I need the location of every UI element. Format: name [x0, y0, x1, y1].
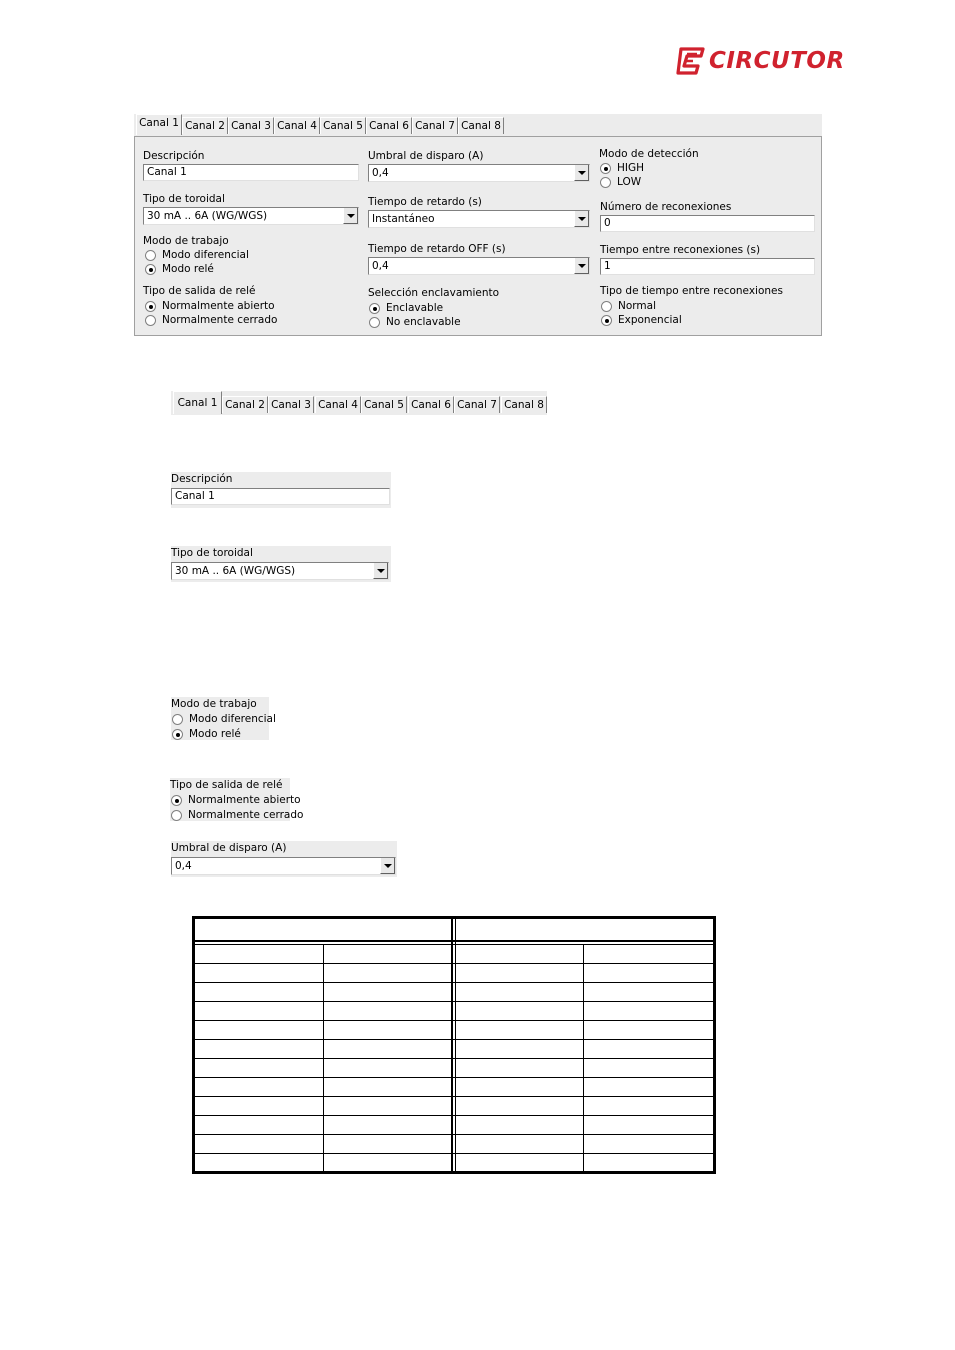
- umbral-snippet: [171, 841, 397, 877]
- dropdown-button[interactable]: [373, 563, 388, 579]
- table-row-line: [195, 1058, 713, 1059]
- tab-canal-6[interactable]: Canal 6: [366, 117, 412, 134]
- tab-canal-4[interactable]: Canal 4: [315, 396, 361, 413]
- radio-high[interactable]: HIGH: [600, 162, 644, 174]
- modo-trabajo-label: Modo de trabajo: [143, 235, 229, 247]
- tab-bar-snippet: [171, 391, 547, 415]
- umbral-select[interactable]: [368, 164, 590, 182]
- radio-icon: [145, 315, 156, 326]
- tipo-salida-label: Tipo de salida de relé: [170, 779, 283, 791]
- radio-normalmente-abierto[interactable]: Normalmente abierto: [145, 300, 275, 312]
- chevron-down-icon: [377, 569, 385, 573]
- descripcion-label: Descripción: [143, 150, 205, 162]
- tipo-toroidal-select[interactable]: [171, 562, 389, 580]
- descripcion-input[interactable]: Canal 1: [171, 488, 390, 505]
- channel-settings-panel: [134, 136, 822, 336]
- radio-icon: [145, 250, 156, 261]
- radio-normalmente-cerrado[interactable]: Normalmente cerrado: [171, 809, 303, 821]
- radio-checked-icon: [145, 301, 156, 312]
- logo-wordmark: CIRCUTOR: [709, 48, 845, 74]
- tab-canal-3[interactable]: Canal 3: [268, 396, 314, 413]
- table-row-line: [195, 1134, 713, 1135]
- tab-canal-6[interactable]: Canal 6: [408, 396, 454, 413]
- radio-modo-rele[interactable]: Modo relé: [172, 728, 241, 740]
- modo-deteccion-label: Modo de detección: [599, 148, 699, 160]
- radio-modo-rele[interactable]: Modo relé: [145, 263, 214, 275]
- tab-canal-3[interactable]: Canal 3: [228, 117, 274, 134]
- radio-normal[interactable]: Normal: [601, 300, 656, 312]
- dropdown-button[interactable]: [380, 858, 395, 874]
- radio-icon: [369, 317, 380, 328]
- umbral-label: Umbral de disparo (A): [171, 842, 287, 854]
- dropdown-button[interactable]: [574, 258, 589, 274]
- dropdown-button[interactable]: [343, 208, 358, 224]
- table-header-rule: [195, 944, 713, 945]
- umbral-value: 0,4: [175, 860, 192, 872]
- table-row-line: [195, 1096, 713, 1097]
- table-row-line: [195, 1020, 713, 1021]
- tipo-toroidal-value: 30 mA .. 6A (WG/WGS): [147, 210, 268, 222]
- umbral-label: Umbral de disparo (A): [368, 150, 484, 162]
- radio-enclavable[interactable]: Enclavable: [369, 302, 443, 314]
- tab-canal-5[interactable]: Canal 5: [320, 117, 366, 134]
- chevron-down-icon: [347, 214, 355, 218]
- table-row-line: [195, 1039, 713, 1040]
- retardo-off-select[interactable]: [368, 257, 590, 275]
- radio-icon: [171, 810, 182, 821]
- radio-no-enclavable[interactable]: No enclavable: [369, 316, 461, 328]
- radio-modo-diferencial[interactable]: Modo diferencial: [145, 249, 249, 261]
- tipo-toroidal-select[interactable]: [143, 207, 359, 225]
- umbral-value: 0,4: [372, 167, 389, 179]
- table-row-line: [195, 1001, 713, 1002]
- table-row-line: [195, 1077, 713, 1078]
- tipo-tiempo-label: Tipo de tiempo entre reconexiones: [600, 285, 783, 297]
- radio-icon: [600, 177, 611, 188]
- table-row-line: [195, 982, 713, 983]
- radio-modo-diferencial[interactable]: Modo diferencial: [172, 713, 276, 725]
- chevron-down-icon: [578, 217, 586, 221]
- circutor-logo-icon: [675, 45, 707, 77]
- tab-canal-7[interactable]: Canal 7: [412, 117, 458, 134]
- tipo-salida-label: Tipo de salida de relé: [143, 285, 256, 297]
- tab-canal-7[interactable]: Canal 7: [454, 396, 500, 413]
- modo-trabajo-label: Modo de trabajo: [171, 698, 257, 710]
- num-reconexiones-input[interactable]: 0: [600, 215, 815, 232]
- tab-canal-4[interactable]: Canal 4: [274, 117, 320, 134]
- tiempo-reconexiones-label: Tiempo entre reconexiones (s): [600, 244, 761, 256]
- modo-trabajo-snippet: [171, 697, 276, 740]
- radio-checked-icon: [172, 729, 183, 740]
- tab-canal-1[interactable]: Canal 1: [173, 391, 222, 414]
- umbral-select[interactable]: [171, 857, 396, 875]
- descripcion-label: Descripción: [171, 473, 233, 485]
- tiempo-reconexiones-input[interactable]: 1: [600, 258, 815, 275]
- dropdown-button[interactable]: [574, 165, 589, 181]
- table-row-line: [195, 1153, 713, 1154]
- chevron-down-icon: [578, 264, 586, 268]
- radio-checked-icon: [601, 315, 612, 326]
- empty-table: [192, 916, 716, 1174]
- dropdown-button[interactable]: [574, 211, 589, 227]
- table-row-line: [195, 963, 713, 964]
- tab-canal-1[interactable]: Canal 1: [136, 114, 182, 135]
- retardo-value: Instantáneo: [372, 213, 435, 225]
- retardo-select[interactable]: [368, 210, 590, 228]
- tab-canal-2[interactable]: Canal 2: [182, 117, 228, 134]
- radio-checked-icon: [369, 303, 380, 314]
- tipo-salida-snippet: [170, 778, 304, 821]
- tab-canal-5[interactable]: Canal 5: [361, 396, 407, 413]
- num-reconexiones-label: Número de reconexiones: [600, 201, 732, 213]
- radio-icon: [601, 301, 612, 312]
- tab-canal-8[interactable]: Canal 8: [501, 396, 547, 413]
- tipo-toroidal-snippet: [171, 546, 391, 582]
- table-row-line: [195, 1115, 713, 1116]
- radio-exponencial[interactable]: Exponencial: [601, 314, 682, 326]
- descripcion-snippet: [171, 472, 391, 508]
- radio-checked-icon: [600, 163, 611, 174]
- radio-normalmente-cerrado[interactable]: Normalmente cerrado: [145, 314, 277, 326]
- tipo-toroidal-label: Tipo de toroidal: [143, 193, 225, 205]
- descripcion-input[interactable]: Canal 1: [143, 164, 359, 181]
- radio-checked-icon: [145, 264, 156, 275]
- tab-canal-8[interactable]: Canal 8: [458, 117, 504, 134]
- retardo-label: Tiempo de retardo (s): [368, 196, 482, 208]
- circutor-logo: [675, 45, 845, 79]
- tab-bar-top: [134, 114, 822, 136]
- chevron-down-icon: [578, 171, 586, 175]
- radio-icon: [172, 714, 183, 725]
- retardo-off-label: Tiempo de retardo OFF (s): [368, 243, 506, 255]
- chevron-down-icon: [384, 864, 392, 868]
- enclavamiento-label: Selección enclavamiento: [368, 287, 500, 299]
- tipo-toroidal-value: 30 mA .. 6A (WG/WGS): [175, 565, 296, 577]
- radio-low[interactable]: LOW: [600, 176, 641, 188]
- table-header-rule: [195, 940, 713, 942]
- tipo-toroidal-label: Tipo de toroidal: [171, 547, 253, 559]
- radio-normalmente-abierto[interactable]: Normalmente abierto: [171, 794, 301, 806]
- tab-canal-2[interactable]: Canal 2: [222, 396, 268, 413]
- retardo-off-value: 0,4: [372, 260, 389, 272]
- radio-checked-icon: [171, 795, 182, 806]
